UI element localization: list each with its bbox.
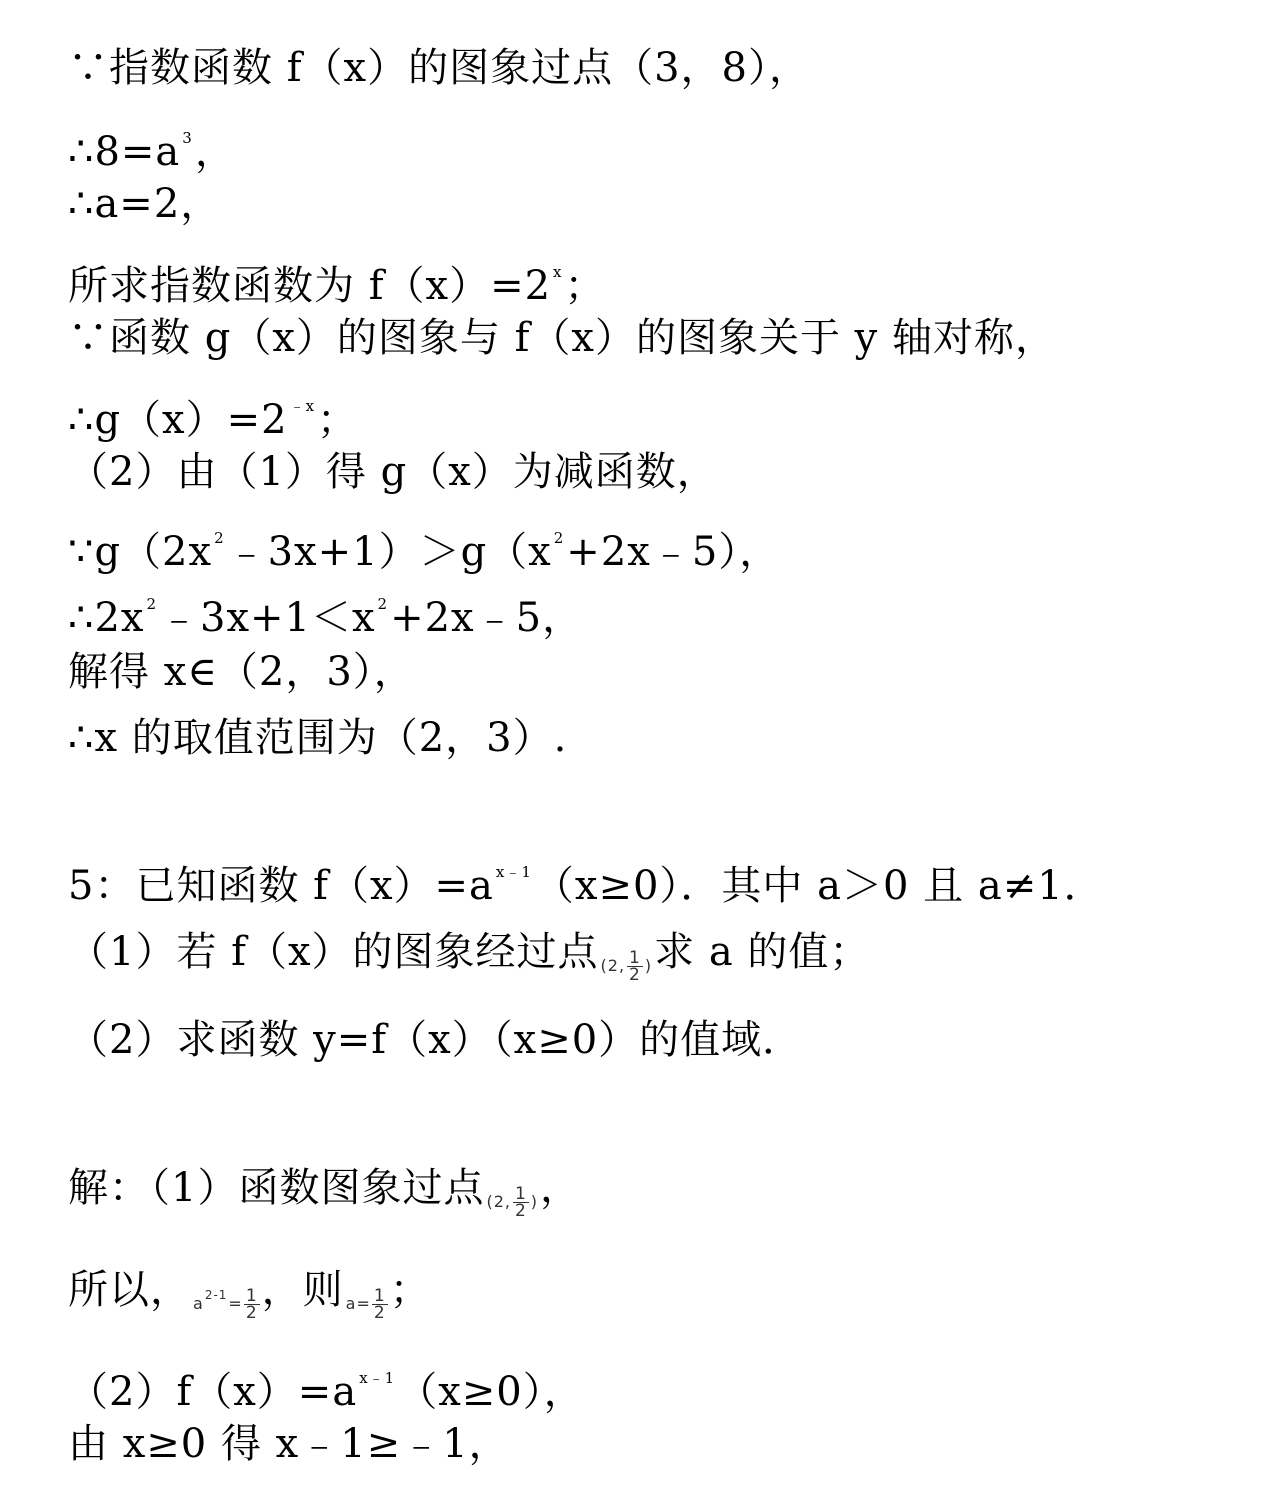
line-text: ； (389, 1267, 431, 1313)
line-11 (68, 714, 567, 762)
eq-sign: = (228, 1294, 243, 1313)
line-text: ﹣3x+1）＞g（x (226, 529, 552, 575)
line-4 (68, 248, 606, 309)
fraction-one-half (372, 1285, 388, 1323)
point-close: ) (530, 1192, 539, 1211)
line-text: （x≥0）， (397, 1369, 585, 1415)
line-text: ∴x 的取值范围为（2，3）. (68, 715, 568, 761)
line-text: ； (317, 397, 359, 443)
point-open: (2, (486, 1192, 511, 1211)
line-text: ∴2x (68, 595, 145, 641)
eq-lhs: a= (345, 1294, 371, 1313)
line-5 (68, 314, 1056, 362)
point-formula (601, 942, 653, 990)
line-text: ∴g（x）=2 (68, 397, 288, 443)
line-text: ∴8=a (68, 129, 181, 175)
fraction-one-half (627, 947, 643, 985)
line-text: ﹣3x+1＜x (159, 595, 376, 641)
line-text: ， (194, 129, 236, 175)
superscript: 2 (214, 529, 225, 547)
superscript: 2 (377, 595, 389, 613)
superscript: x﹣1 (359, 1369, 396, 1387)
line-2 (68, 114, 236, 175)
line-text: ，则 (261, 1267, 344, 1313)
line-text: 所以， (68, 1267, 191, 1313)
line-text: ， (540, 1165, 582, 1211)
line-text: 5：已知函数 f（x）=a (68, 863, 494, 909)
line-3 (68, 180, 221, 228)
line-6 (68, 382, 359, 443)
solution-line-1 (68, 1164, 582, 1221)
fraction-numerator: 1 (245, 1285, 258, 1306)
equation-a-value (346, 1280, 388, 1328)
line-text: ∵函数 g（x）的图象与 f（x）的图象关于 y 轴对称， (68, 315, 1056, 361)
fraction-denominator: 2 (514, 1200, 527, 1221)
line-text: ∵指数函数 f（x）的图象过点（3，8）， (68, 45, 810, 91)
superscript: 3 (182, 129, 193, 147)
fraction-denominator: 2 (373, 1302, 386, 1323)
superscript: x (553, 263, 563, 281)
line-text: +2x﹣5， (390, 595, 584, 641)
solution-line-2 (68, 1266, 431, 1323)
line-text: 解得 x∈（2，3）， (68, 649, 415, 695)
problem-5-statement (68, 848, 1105, 909)
line-text: ∵g（2x (68, 529, 213, 575)
line-text: （2）求函数 y=f（x）（x≥0）的值域． (68, 1017, 804, 1063)
line-text: ； (564, 263, 606, 309)
problem-5-part-2 (68, 1016, 803, 1064)
line-text: +2x﹣5）， (566, 529, 781, 575)
line-8 (68, 514, 781, 575)
fraction-numerator: 1 (373, 1285, 386, 1306)
solution-line-3 (68, 1354, 585, 1415)
line-text: 求 a 的值； (654, 929, 871, 975)
solution-line-4 (68, 1420, 510, 1468)
line-1 (68, 44, 810, 92)
superscript: 2 (146, 595, 158, 613)
line-text: （x≥0）．其中 a＞0 且 a≠1． (533, 863, 1105, 909)
line-9 (68, 580, 584, 641)
fraction-numerator: 1 (514, 1183, 527, 1204)
line-text: 由 x≥0 得 x﹣1≥﹣1， (68, 1421, 510, 1467)
fraction-one-half (244, 1285, 260, 1323)
line-text: （2）由（1）得 g（x）为减函数， (68, 449, 718, 495)
superscript: x﹣1 (495, 863, 532, 881)
eq-base: a (193, 1294, 204, 1313)
fraction-denominator: 2 (629, 964, 641, 985)
line-text: （2）f（x）=a (68, 1369, 358, 1415)
fraction-one-half (513, 1183, 529, 1221)
point-formula (486, 1178, 538, 1226)
fraction-numerator: 1 (629, 947, 641, 968)
point-open: (2, (600, 956, 626, 975)
problem-5-part-1 (68, 928, 871, 985)
superscript: 2 (553, 529, 565, 547)
line-text: 解：（1）函数图象过点 (68, 1165, 485, 1211)
fraction-denominator: 2 (245, 1302, 258, 1323)
line-text: 所求指数函数为 f（x）=2 (68, 263, 552, 309)
eq-exponent: 2-1 (204, 1288, 228, 1302)
equation-a-power (193, 1280, 260, 1328)
point-close: ) (644, 956, 653, 975)
line-text: ∴a=2， (68, 181, 222, 227)
line-10 (68, 648, 415, 696)
line-7 (68, 448, 718, 496)
line-text: （1）若 f（x）的图象经过点 (68, 929, 599, 975)
superscript: ﹣x (289, 397, 316, 415)
